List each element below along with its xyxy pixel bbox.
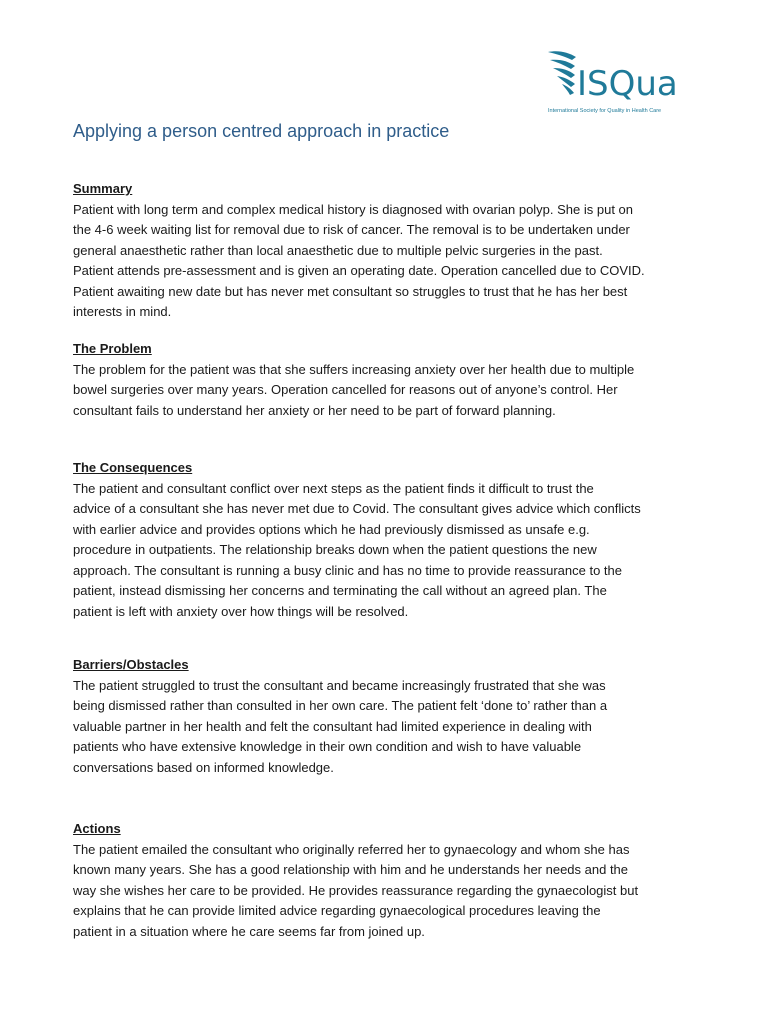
isqua-logo xyxy=(546,48,694,114)
logo-tagline: International Society for Quality in Health Care xyxy=(548,108,662,114)
summary-section xyxy=(73,179,703,323)
section-heading: Barriers/Obstacles xyxy=(73,657,189,672)
barriers-section xyxy=(73,655,703,778)
logo-wordmark: ISQua xyxy=(577,64,678,104)
section-body: The patient emailed the consultant who originally referred her to gynaecology and whom she has known many years. She has a good relationship with him and he understands her needs and the way she wishes her care to be provided. He provides reassurance regarding the gynaecologist but explains that he can provide limited advice regarding gynaecological procedures leaving the patient in a situation where he care seems far from joined up. xyxy=(73,841,639,939)
section-body: The problem for the patient was that she suffers increasing anxiety over her health due to multiple bowel surgeries over many years. Operation cancelled for reasons out of anyone’s control. Her consultant fails to understand her anxiety or her need to be part of forward planning. xyxy=(73,361,635,418)
actions-section xyxy=(73,819,703,942)
consequences-section xyxy=(73,458,703,622)
section-heading: The Consequences xyxy=(73,460,193,475)
isqua-wing-logo-icon xyxy=(546,48,694,108)
problem-section xyxy=(73,339,703,421)
section-body: The patient struggled to trust the consultant and became increasingly frustrated that she was being dismissed rather than consulted in her own care. The patient felt ‘done to’ rather than a valuable partner in her health and felt the consultant had limited experience in dealing with patients who have extensive knowledge in their own condition and wish to have valuable conversations based on informed knowledge. xyxy=(73,677,608,775)
section-body: Patient with long term and complex medical history is diagnosed with ovarian polyp. She is put on the 4-6 week waiting list for removal due to risk of cancer. The removal is to be undertaken under general anaesthetic rather than local anaesthetic due to multiple pelvic surgeries in the past. Patient attends pre-assessment and is given an operating date. Operation cancelled due to COVID. Patient awaiting new date but has never met consultant so struggles to trust that he has her best interests in mind. xyxy=(73,201,645,319)
section-heading: The Problem xyxy=(73,341,152,356)
section-heading: Summary xyxy=(73,181,133,196)
section-body: The patient and consultant conflict over next steps as the patient finds it difficult to trust the advice of a consultant she has never met due to Covid. The consultant gives advice which conflicts with earlier advice and provides options which he had previously dismissed as unsafe e.g. procedure in outpatients. The relationship breaks down when the patient questions the new approach. The consultant is running a busy clinic and has no time to provide reassurance to the patient, instead dismissing her concerns and terminating the call without an agreed plan. The patient is left with anxiety over how things will be resolved. xyxy=(73,480,641,619)
page-title: Applying a person centred approach in practice xyxy=(73,121,450,141)
section-heading: Actions xyxy=(73,821,121,836)
